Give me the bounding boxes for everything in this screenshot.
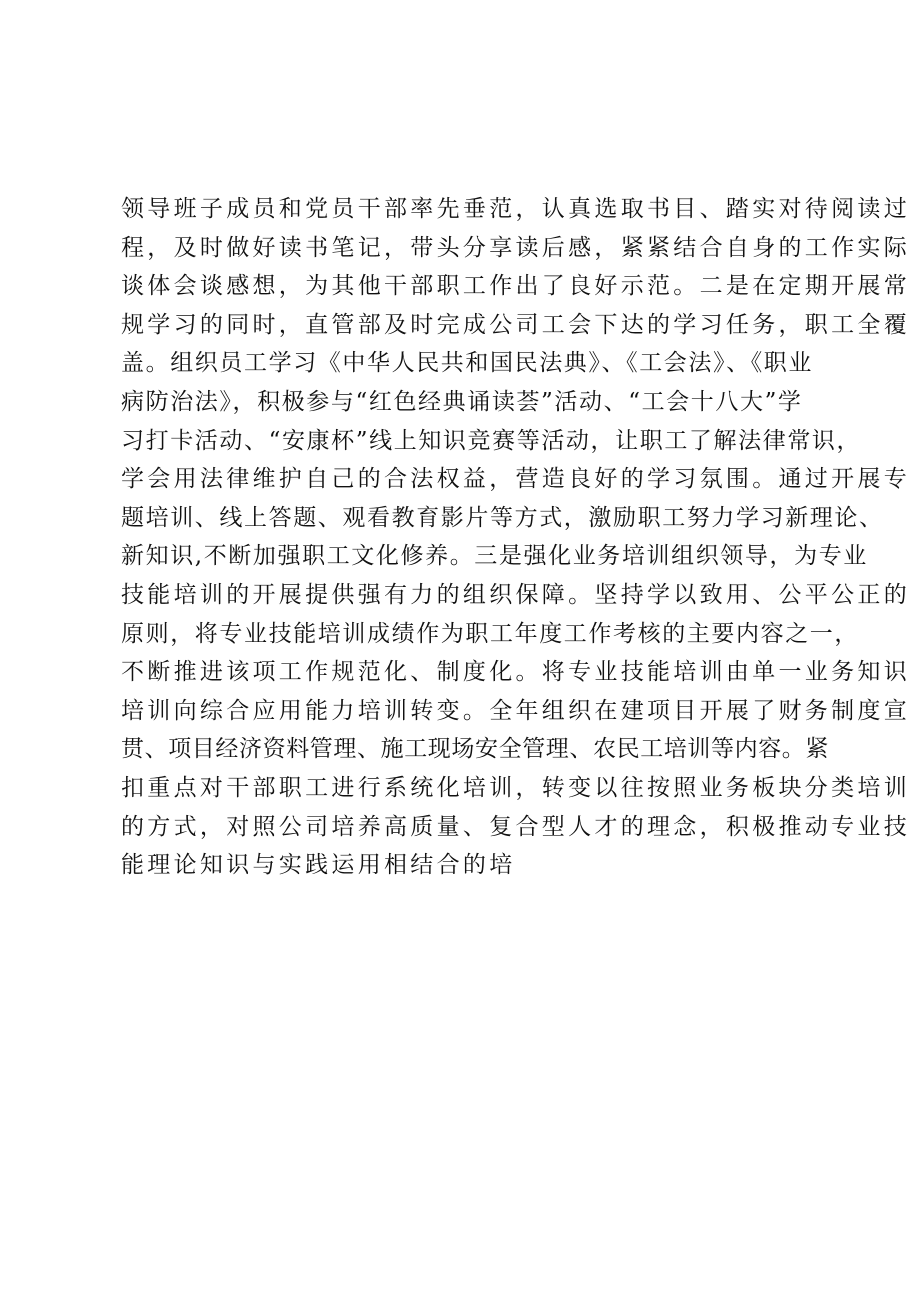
text-line-1: 领导班子成员和党员干部率先垂范，认真选取书目、踏实对待阅读过 bbox=[121, 196, 910, 222]
text-line-7: 习打卡活动、“安康杯”线上知识竞赛等活动，让职工了解法律常识， bbox=[121, 427, 862, 454]
text-line-3: 谈体会谈感想，为其他干部职工作出了良好示范。二是在定期开展常 bbox=[121, 273, 910, 300]
text-line-2: 程，及时做好读书笔记，带头分享读后感，紧紧结合自身的工作实际 bbox=[121, 234, 910, 261]
text-line-8: 学会用法律维护自己的合法权益，营造良好的学习氛围。通过开展专 bbox=[121, 466, 910, 493]
text-line-9: 题培训、线上答题、观看教育影片等方式，激励职工努力学习新理论、 bbox=[121, 504, 884, 531]
text-line-11: 技能培训的开展提供强有力的组织保障。坚持学以致用、公平公正的 bbox=[121, 581, 910, 608]
text-line-16: 扣重点对干部职工进行系统化培训，转变以往按照业务板块分类培训 bbox=[121, 774, 910, 801]
text-line-4: 规学习的同时，直管部及时完成公司工会下达的学习任务，职工全覆 bbox=[121, 311, 910, 338]
text-line-14: 培训向综合应用能力培训转变。全年组织在建项目开展了财务制度宣 bbox=[121, 697, 910, 724]
text-line-5: 盖。组织员工学习《中华人民共和国民法典》、《工会法》、《职业 bbox=[121, 350, 813, 377]
body-paragraph bbox=[121, 190, 910, 885]
text-line-15: 贯、项目经济资料管理、施工现场安全管理、农民工培训等内容。紧 bbox=[121, 736, 829, 763]
text-line-17: 的方式，对照公司培养高质量、复合型人才的理念，积极推动专业技 bbox=[121, 813, 910, 840]
text-line-6: 病防治法》，积极参与“红色经典诵读荟”活动、“工会十八大”学 bbox=[121, 388, 803, 415]
text-line-13: 不断推进该项工作规范化、制度化。将专业技能培训由单一业务知识 bbox=[121, 659, 910, 686]
text-line-10: 新知识,不断加强职工文化修养。三是强化业务培训组织领导，为专业 bbox=[121, 543, 868, 570]
text-line-18: 能理论知识与实践运用相结合的培 bbox=[121, 852, 516, 879]
text-line-12: 原则，将专业技能培训成绩作为职工年度工作考核的主要内容之一， bbox=[121, 620, 859, 647]
